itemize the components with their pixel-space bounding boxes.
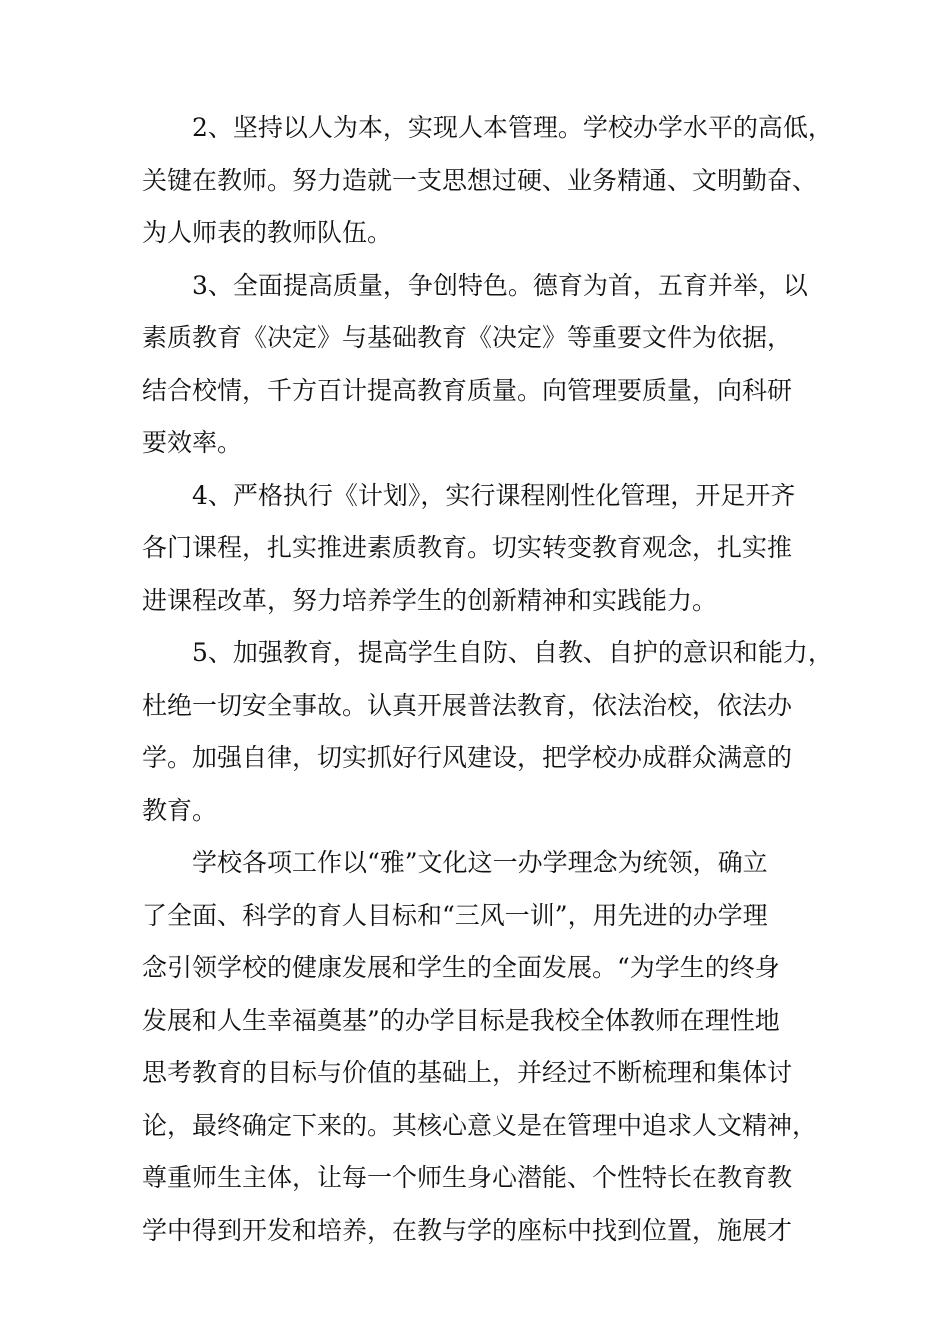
text-line: 杜绝一切安全事故。认真开展普法教育，依法治校，依法办 <box>142 690 793 720</box>
document-body <box>142 102 842 1257</box>
text-line: 2、坚持以人为本，实现人本管理。学校办学水平的高低， <box>192 113 833 142</box>
text-line: 论，最终确定下来的。其核心意义是在管理中追求人文精神， <box>142 1110 818 1140</box>
text-line: 念引领学校的健康发展和学生的全面发展。“为学生的终身 <box>142 953 780 982</box>
text-line: 教育。 <box>142 795 218 825</box>
text-line: 4、严格执行《计划》，实行课程刚性化管理，开足开齐 <box>192 480 796 510</box>
text-line: 思考教育的目标与价值的基础上，并经过不断梳理和集体讨 <box>142 1058 793 1087</box>
text-line: 3、全面提高质量，争创特色。德育为首，五育并举，以 <box>192 270 808 300</box>
text-line: 尊重师生主体，让每一个师生身心潜能、个性特长在教育教 <box>142 1163 793 1192</box>
text-line: 学。加强自律，切实抓好行风建设，把学校办成群众满意的 <box>142 743 793 772</box>
text-line: 进课程改革，努力培养学生的创新精神和实践能力。 <box>142 585 718 615</box>
text-line: 学中得到开发和培养，在教与学的座标中找到位置，施展才 <box>142 1215 793 1245</box>
text-line: 发展和人生幸福奠基”的办学目标是我校全体教师在理性地 <box>142 1005 780 1035</box>
text-line: 为人师表的教师队伍。 <box>142 218 393 247</box>
text-line: 要效率。 <box>142 428 243 457</box>
text-line: 了全面、科学的育人目标和“三风一训”，用先进的办学理 <box>142 900 768 930</box>
text-line: 5、加强教育，提高学生自防、自教、自护的意识和能力， <box>192 638 833 667</box>
text-line: 关键在教师。努力造就一支思想过硬、业务精通、文明勤奋、 <box>142 165 818 195</box>
text-line: 学校各项工作以“雅”文化这一办学理念为统领，确立 <box>192 848 768 877</box>
text-line: 结合校情，千方百计提高教育质量。向管理要质量，向科研 <box>142 375 793 405</box>
text-line: 素质教育《决定》与基础教育《决定》等重要文件为依据， <box>142 323 793 352</box>
text-line: 各门课程，扎实推进素质教育。切实转变教育观念，扎实推 <box>142 533 793 562</box>
